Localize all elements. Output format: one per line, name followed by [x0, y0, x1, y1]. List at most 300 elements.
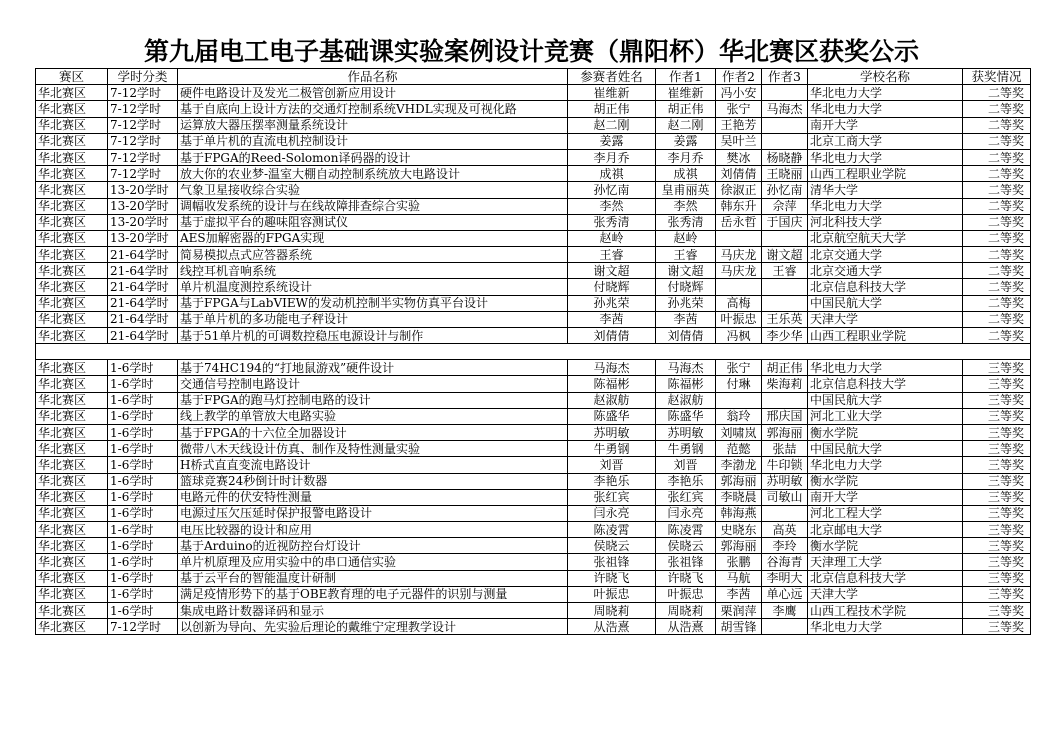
table-cell: 于国庆: [762, 214, 808, 230]
table-cell: 以创新为导向、先实验后理论的戴维宁定理教学设计: [178, 619, 568, 635]
table-cell: 赵岭: [656, 230, 716, 246]
table-cell: 1-6学时: [108, 473, 178, 489]
table-cell: 赵淑舫: [568, 392, 656, 408]
table-cell: 叶振忠: [656, 586, 716, 602]
table-cell: 李月乔: [656, 149, 716, 165]
table-cell: 苏明敏: [762, 473, 808, 489]
table-cell: 基于单片机的直流电机控制设计: [178, 133, 568, 149]
table-cell: 1-6学时: [108, 505, 178, 521]
table-cell: 7-12学时: [108, 166, 178, 182]
table-cell: 二等奖: [963, 166, 1031, 182]
table-cell: 许晓飞: [656, 570, 716, 586]
table-row: [36, 117, 1031, 133]
table-cell: 三等奖: [963, 505, 1031, 521]
table-cell: 北京邮电大学: [808, 522, 963, 538]
table-cell: 华北赛区: [36, 198, 108, 214]
table-row: [36, 603, 1031, 619]
table-cell: 13-20学时: [108, 182, 178, 198]
table-cell: H桥式直直变流电路设计: [178, 457, 568, 473]
table-cell: 三等奖: [963, 554, 1031, 570]
table-row: [36, 295, 1031, 311]
table-row: [36, 198, 1031, 214]
table-cell: 侯晓云: [656, 538, 716, 554]
table-row: [36, 457, 1031, 473]
table-cell: 栗润萍: [716, 603, 762, 619]
table-cell: 华北赛区: [36, 214, 108, 230]
table-row: [36, 538, 1031, 554]
table-cell: 21-64学时: [108, 279, 178, 295]
table-cell: 胡正伟: [656, 101, 716, 117]
table-cell: 山西工程职业学院: [808, 166, 963, 182]
table-cell: 1-6学时: [108, 522, 178, 538]
table-cell: 谢文超: [568, 263, 656, 279]
table-cell: 崔维新: [568, 85, 656, 101]
table-cell: 基于51单片机的可调数控稳压电源设计与制作: [178, 328, 568, 344]
table-row: [36, 279, 1031, 295]
table-cell: 李玲: [762, 538, 808, 554]
table-cell: 胡正伟: [762, 360, 808, 376]
table-cell: 王乐英: [762, 311, 808, 327]
table-cell: 三等奖: [963, 586, 1031, 602]
table-cell: 1-6学时: [108, 392, 178, 408]
table-cell: 孙忆南: [568, 182, 656, 198]
header-cell: 作品名称: [178, 69, 568, 85]
table-cell: 陈凌霄: [568, 522, 656, 538]
table-cell: 张红宾: [568, 489, 656, 505]
table-cell: 微带八木天线设计仿真、制作及特性测量实验: [178, 441, 568, 457]
table-cell: 刘啸岚: [716, 424, 762, 440]
table-cell: 樊冰: [716, 149, 762, 165]
table-cell: 谷海青: [762, 554, 808, 570]
table-row: [36, 376, 1031, 392]
table-cell: 华北电力大学: [808, 457, 963, 473]
table-cell: 孙兆荣: [568, 295, 656, 311]
table-cell: 史晓东: [716, 522, 762, 538]
table-cell: 华北赛区: [36, 441, 108, 457]
table-cell: 南开大学: [808, 489, 963, 505]
table-cell: 天津大学: [808, 586, 963, 602]
table-cell: 北京信息科技大学: [808, 376, 963, 392]
table-cell: 1-6学时: [108, 457, 178, 473]
table-cell: 胡正伟: [568, 101, 656, 117]
table-cell: 马海杰: [568, 360, 656, 376]
table-cell: 陈福彬: [656, 376, 716, 392]
table-cell: 13-20学时: [108, 230, 178, 246]
table-cell: 调幅收发系统的设计与在线故障排查综合实验: [178, 198, 568, 214]
table-cell: 李鹰: [762, 603, 808, 619]
table-cell: 二等奖: [963, 85, 1031, 101]
table-cell: 华北赛区: [36, 603, 108, 619]
table-cell: 单片机原理及应用实验中的串口通信实验: [178, 554, 568, 570]
table-cell: 马海杰: [762, 101, 808, 117]
table-cell: 二等奖: [963, 214, 1031, 230]
table-cell: 二等奖: [963, 279, 1031, 295]
table-cell: 三等奖: [963, 408, 1031, 424]
table-cell: 13-20学时: [108, 214, 178, 230]
table-cell: 张秀清: [568, 214, 656, 230]
table-cell: 北京工商大学: [808, 133, 963, 149]
table-cell: 闫永亮: [568, 505, 656, 521]
table-cell: 闫永亮: [656, 505, 716, 521]
table-row: [36, 408, 1031, 424]
table-cell: 赵岭: [568, 230, 656, 246]
table-cell: 华北赛区: [36, 311, 108, 327]
table-cell: 华北赛区: [36, 230, 108, 246]
table-cell: 付晓辉: [568, 279, 656, 295]
table-cell: 7-12学时: [108, 101, 178, 117]
table-cell: 河北工程大学: [808, 505, 963, 521]
table-cell: 山西工程技术学院: [808, 603, 963, 619]
table-cell: 郭海丽: [716, 473, 762, 489]
table-cell: 谢文超: [762, 247, 808, 263]
table-cell: 马庆龙: [716, 263, 762, 279]
table-cell: 基于自底向上设计方法的交通灯控制系统VHDL实现及可视化路: [178, 101, 568, 117]
table-cell: 华北赛区: [36, 505, 108, 521]
table-cell: [716, 392, 762, 408]
header-cell: 作者1: [656, 69, 716, 85]
table-cell: 华北电力大学: [808, 619, 963, 635]
table-cell: 1-6学时: [108, 554, 178, 570]
table-cell: 三等奖: [963, 441, 1031, 457]
table-row: [36, 360, 1031, 376]
table-cell: 张宁: [716, 101, 762, 117]
table-cell: 基于单片机的多功能电子秤设计: [178, 311, 568, 327]
table-cell: 华北赛区: [36, 279, 108, 295]
table-cell: 1-6学时: [108, 424, 178, 440]
table-row: [36, 586, 1031, 602]
header-cell: 赛区: [36, 69, 108, 85]
table-cell: 王晓丽: [762, 166, 808, 182]
table-cell: 李然: [568, 198, 656, 214]
table-cell: 三等奖: [963, 424, 1031, 440]
table-cell: 华北赛区: [36, 570, 108, 586]
table-cell: [762, 117, 808, 133]
table-cell: 三等奖: [963, 392, 1031, 408]
table-cell: 姜露: [656, 133, 716, 149]
table-cell: 1-6学时: [108, 376, 178, 392]
table-row: [36, 619, 1031, 635]
table-cell: 侯晓云: [568, 538, 656, 554]
table-cell: 中国民航大学: [808, 392, 963, 408]
table-cell: 篮球竞赛24秒倒计时计数器: [178, 473, 568, 489]
table-cell: 北京交通大学: [808, 263, 963, 279]
table-cell: 三等奖: [963, 619, 1031, 635]
table-cell: [762, 279, 808, 295]
table-cell: 刘倩倩: [656, 328, 716, 344]
table-cell: 二等奖: [963, 182, 1031, 198]
table-cell: 郭海丽: [762, 424, 808, 440]
table-cell: 21-64学时: [108, 295, 178, 311]
table-row: [36, 392, 1031, 408]
table-row: [36, 166, 1031, 182]
table-cell: [716, 279, 762, 295]
table-cell: 1-6学时: [108, 570, 178, 586]
table-cell: 周晓莉: [656, 603, 716, 619]
page-title: 第九届电工电子基础课实验案例设计竞赛（鼎阳杯）华北赛区获奖公示: [143, 37, 919, 66]
table-cell: [762, 295, 808, 311]
table-cell: 华北赛区: [36, 263, 108, 279]
table-cell: 1-6学时: [108, 408, 178, 424]
table-cell: 刘晋: [656, 457, 716, 473]
table-cell: 河北工业大学: [808, 408, 963, 424]
table-cell: 李然: [656, 198, 716, 214]
table-cell: 华北赛区: [36, 424, 108, 440]
table-cell: 三等奖: [963, 473, 1031, 489]
table-row: [36, 263, 1031, 279]
table-cell: 1-6学时: [108, 586, 178, 602]
table-cell: 二等奖: [963, 247, 1031, 263]
table-cell: 二等奖: [963, 311, 1031, 327]
table-cell: 刘倩倩: [716, 166, 762, 182]
table-cell: 成祺: [568, 166, 656, 182]
table-cell: 中国民航大学: [808, 295, 963, 311]
table-row: [36, 230, 1031, 246]
table-cell: 气象卫星接收综合实验: [178, 182, 568, 198]
table-row: [36, 101, 1031, 117]
table-cell: 冯小安: [716, 85, 762, 101]
table-cell: 基于FPGA的跑马灯控制电路的设计: [178, 392, 568, 408]
table-cell: 苏明敏: [656, 424, 716, 440]
table-cell: 张秀清: [656, 214, 716, 230]
table-cell: 王睿: [568, 247, 656, 263]
table-cell: 华北赛区: [36, 586, 108, 602]
table-cell: 李茜: [656, 311, 716, 327]
table-cell: AES加解密器的FPGA实现: [178, 230, 568, 246]
table-cell: 华北赛区: [36, 392, 108, 408]
table-cell: 华北赛区: [36, 619, 108, 635]
spacer-cell: [36, 344, 1031, 360]
table-cell: 华北电力大学: [808, 149, 963, 165]
table-cell: [762, 133, 808, 149]
table-cell: 华北赛区: [36, 328, 108, 344]
table-cell: 北京交通大学: [808, 247, 963, 263]
table-cell: 华北赛区: [36, 117, 108, 133]
table-cell: 高英: [762, 522, 808, 538]
table-cell: 单片机温度测控系统设计: [178, 279, 568, 295]
table-cell: 天津大学: [808, 311, 963, 327]
table-cell: 王睿: [762, 263, 808, 279]
table-row: [36, 570, 1031, 586]
table-row: [36, 85, 1031, 101]
table-cell: 二等奖: [963, 295, 1031, 311]
table-cell: 王艳芳: [716, 117, 762, 133]
table-row: [36, 133, 1031, 149]
table-cell: 7-12学时: [108, 117, 178, 133]
table-cell: 7-12学时: [108, 149, 178, 165]
table-cell: 华北赛区: [36, 247, 108, 263]
table-cell: 二等奖: [963, 230, 1031, 246]
table-cell: 赵淑舫: [656, 392, 716, 408]
table-cell: [762, 392, 808, 408]
table-cell: 张红宾: [656, 489, 716, 505]
table-cell: 周晓莉: [568, 603, 656, 619]
table-cell: [762, 619, 808, 635]
table-cell: 基于Arduino的近视防控台灯设计: [178, 538, 568, 554]
table-cell: 张祖锋: [656, 554, 716, 570]
table-cell: 陈盛华: [656, 408, 716, 424]
table-cell: 三等奖: [963, 376, 1031, 392]
table-cell: 基于FPGA的十六位全加器设计: [178, 424, 568, 440]
table-row: [36, 311, 1031, 327]
table-cell: 华北赛区: [36, 522, 108, 538]
table-cell: 李茜: [568, 311, 656, 327]
table-cell: [762, 85, 808, 101]
table-cell: 华北赛区: [36, 133, 108, 149]
table-cell: [762, 505, 808, 521]
table-cell: 叶振忠: [568, 586, 656, 602]
header-cell: 作者2: [716, 69, 762, 85]
table-cell: 华北电力大学: [808, 360, 963, 376]
table-cell: 陈福彬: [568, 376, 656, 392]
table-cell: 三等奖: [963, 489, 1031, 505]
table-cell: 华北赛区: [36, 554, 108, 570]
table-cell: [762, 230, 808, 246]
table-cell: 韩海燕: [716, 505, 762, 521]
table-cell: 牛印锁: [762, 457, 808, 473]
table-cell: 孙兆荣: [656, 295, 716, 311]
table-cell: 郭海丽: [716, 538, 762, 554]
table-cell: 李月乔: [568, 149, 656, 165]
table-cell: 1-6学时: [108, 538, 178, 554]
table-cell: 张鹏: [716, 554, 762, 570]
table-cell: 交通信号控制电路设计: [178, 376, 568, 392]
table-cell: 柴海莉: [762, 376, 808, 392]
table-cell: 陈盛华: [568, 408, 656, 424]
table-cell: 佘萍: [762, 198, 808, 214]
table-cell: 南开大学: [808, 117, 963, 133]
table-cell: 李晓晨: [716, 489, 762, 505]
table-cell: 岳永哲: [716, 214, 762, 230]
table-cell: 1-6学时: [108, 441, 178, 457]
table-cell: 21-64学时: [108, 328, 178, 344]
table-cell: 姜露: [568, 133, 656, 149]
table-cell: 华北赛区: [36, 101, 108, 117]
header-cell: 获奖情况: [963, 69, 1031, 85]
table-cell: 基于虚拟平台的趣味阻容测试仪: [178, 214, 568, 230]
table-row: [36, 149, 1031, 165]
table-cell: 孙忆南: [762, 182, 808, 198]
table-cell: 华北赛区: [36, 182, 108, 198]
table-cell: 张祖锋: [568, 554, 656, 570]
table-cell: 电压比较器的设计和应用: [178, 522, 568, 538]
table-cell: 基于FPGA的Reed-Solomon译码器的设计: [178, 149, 568, 165]
table-cell: 翁玲: [716, 408, 762, 424]
spacer-row: [36, 344, 1031, 360]
table-row: [36, 522, 1031, 538]
table-cell: 衡水学院: [808, 424, 963, 440]
table-cell: 天津理工大学: [808, 554, 963, 570]
table-cell: 崔维新: [656, 85, 716, 101]
table-cell: 运算放大器压摆率测量系统设计: [178, 117, 568, 133]
table-row: [36, 247, 1031, 263]
table-cell: 衡水学院: [808, 538, 963, 554]
table-cell: 1-6学时: [108, 360, 178, 376]
table-cell: 华北电力大学: [808, 101, 963, 117]
table-cell: 华北赛区: [36, 85, 108, 101]
table-cell: 付晓辉: [656, 279, 716, 295]
table-cell: 牛勇钢: [656, 441, 716, 457]
table-cell: 7-12学时: [108, 619, 178, 635]
table-cell: 三等奖: [963, 570, 1031, 586]
header-cell: 作者3: [762, 69, 808, 85]
table-row: [36, 554, 1031, 570]
table-cell: 7-12学时: [108, 133, 178, 149]
table-cell: 叶振忠: [716, 311, 762, 327]
table-cell: 三等奖: [963, 538, 1031, 554]
table-cell: 华北赛区: [36, 360, 108, 376]
header-cell: 学校名称: [808, 69, 963, 85]
table-cell: 7-12学时: [108, 85, 178, 101]
table-cell: 高梅: [716, 295, 762, 311]
table-row: [36, 214, 1031, 230]
table-cell: 成祺: [656, 166, 716, 182]
table-cell: 吴叶兰: [716, 133, 762, 149]
table-cell: 华北电力大学: [808, 198, 963, 214]
table-cell: 二等奖: [963, 117, 1031, 133]
table-cell: 清华大学: [808, 182, 963, 198]
table-cell: 二等奖: [963, 198, 1031, 214]
table-cell: 三等奖: [963, 522, 1031, 538]
table-row: [36, 182, 1031, 198]
table-cell: 马庆龙: [716, 247, 762, 263]
table-cell: 1-6学时: [108, 489, 178, 505]
table-cell: 电路元件的伏安特性测量: [178, 489, 568, 505]
table-cell: 13-20学时: [108, 198, 178, 214]
table-row: [36, 473, 1031, 489]
table-cell: 刘晋: [568, 457, 656, 473]
table-cell: 华北赛区: [36, 408, 108, 424]
table-cell: 苏明敏: [568, 424, 656, 440]
table-cell: 中国民航大学: [808, 441, 963, 457]
table-row: [36, 505, 1031, 521]
table-cell: 杨晓静: [762, 149, 808, 165]
table-cell: 二等奖: [963, 149, 1031, 165]
table-cell: 华北电力大学: [808, 85, 963, 101]
table-cell: 冯枫: [716, 328, 762, 344]
table-cell: 北京信息科技大学: [808, 570, 963, 586]
table-cell: 华北赛区: [36, 149, 108, 165]
table-cell: 简易模拟点式应答器系统: [178, 247, 568, 263]
table-cell: 硬件电路设计及发光二极管创新应用设计: [178, 85, 568, 101]
table-cell: 马航: [716, 570, 762, 586]
table-cell: 张宁: [716, 360, 762, 376]
table-cell: 从浩熹: [568, 619, 656, 635]
table-cell: 华北赛区: [36, 538, 108, 554]
table-cell: 陈凌霄: [656, 522, 716, 538]
table-cell: 单心远: [762, 586, 808, 602]
table-cell: 王睿: [656, 247, 716, 263]
header-row: [36, 69, 1031, 85]
table-cell: 1-6学时: [108, 603, 178, 619]
table-cell: 基于云平台的智能温度计研制: [178, 570, 568, 586]
table-cell: 李明大: [762, 570, 808, 586]
table-cell: 李艳乐: [568, 473, 656, 489]
table-cell: 线控耳机音响系统: [178, 263, 568, 279]
table-cell: 二等奖: [963, 328, 1031, 344]
table-cell: 徐淑正: [716, 182, 762, 198]
table-row: [36, 489, 1031, 505]
table-cell: 付琳: [716, 376, 762, 392]
table-cell: 范懿: [716, 441, 762, 457]
awards-table: [35, 68, 1031, 635]
table-cell: 韩东升: [716, 198, 762, 214]
table-cell: 刘倩倩: [568, 328, 656, 344]
table-cell: 谢文超: [656, 263, 716, 279]
table-cell: 华北赛区: [36, 489, 108, 505]
table-cell: 三等奖: [963, 457, 1031, 473]
table-cell: 放大你的农业梦-温室大棚自动控制系统放大电路设计: [178, 166, 568, 182]
table-cell: 基于74HC194的“打地鼠游戏”硬件设计: [178, 360, 568, 376]
